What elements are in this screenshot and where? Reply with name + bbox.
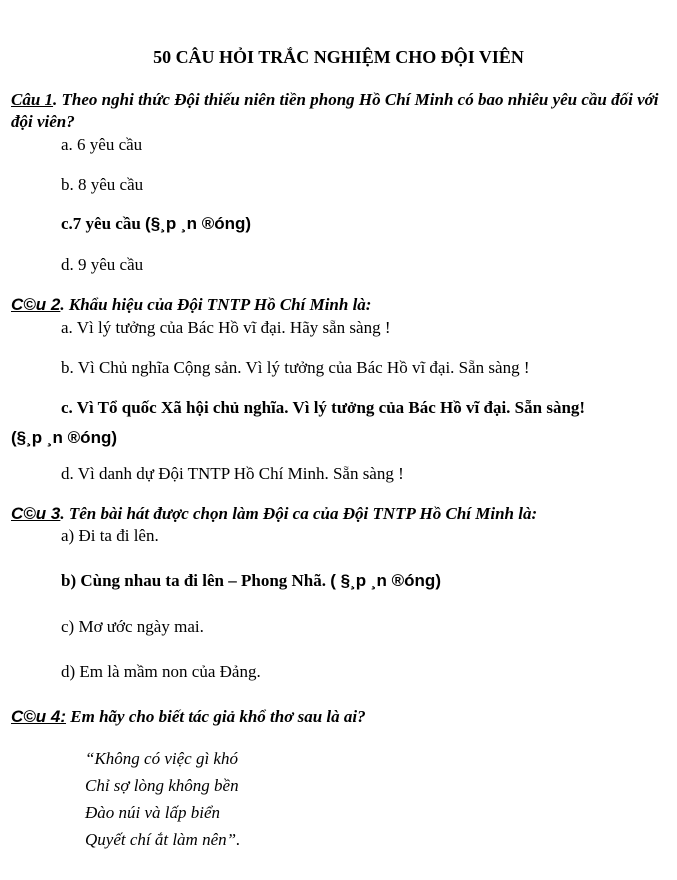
question-1-option-b: b. 8 yêu cầu — [61, 175, 144, 194]
question-4-label: C©u 4: — [11, 707, 67, 726]
question-2-option-b: b. Vì Chủ nghĩa Cộng sản. Vì lý tưởng của Bác Hồ vĩ đại. Sẵn sàng ! — [61, 358, 530, 377]
poem-line: Đào núi và lấp biển — [85, 803, 221, 822]
question-2-label: C©u 2 — [11, 295, 61, 314]
question-3-option-d: d) Em là mầm non của Đảng. — [61, 662, 261, 681]
poem-line: Chỉ sợ lòng không bền — [85, 776, 239, 795]
question-4-text: C©u 4: Em hãy cho biết tác giả khổ thơ sau là ai? — [11, 707, 366, 726]
question-1-option-d: d. 9 yêu cầu — [61, 255, 144, 274]
question-3-label: C©u 3 — [11, 504, 61, 523]
question-1-label: Câu 1 — [11, 90, 54, 109]
question-2-option-d: d. Vì danh dự Đội TNTP Hồ Chí Minh. Sẵn sàng ! — [61, 464, 404, 483]
question-2-option-c: c. Vì Tổ quốc Xã hội chủ nghĩa. Vì lý tưởng của Bác Hồ vĩ đại. Sẵn sàng! (§¸p ¸n ®óng) — [11, 393, 671, 453]
correct-answer-note: ( §¸p ¸n ®óng) — [330, 571, 441, 590]
poem-stanza — [85, 745, 240, 853]
poem-line: Quyết chí ắt làm nên”. — [85, 830, 241, 849]
question-1-option-c: c.7 yêu cầu (§¸p ¸n ®óng) — [61, 214, 252, 233]
poem-line: “Không có việc gì khó — [85, 749, 238, 768]
question-3-text: C©u 3. Tên bài hát được chọn làm Đội ca của Đội TNTP Hồ Chí Minh là: — [11, 504, 538, 523]
correct-answer-note: (§¸p ¸n ®óng) — [11, 428, 117, 447]
question-1-text: Câu 1. Theo nghi thức Đội thiếu niên tiền phong Hồ Chí Minh có bao nhiêu yêu cầu đối với đội viên? — [11, 90, 659, 131]
question-2-text: C©u 2. Khẩu hiệu của Đội TNTP Hồ Chí Minh là: — [11, 295, 372, 314]
question-3-option-c: c) Mơ ước ngày mai. — [61, 617, 204, 636]
question-1-option-a: a. 6 yêu cầu — [61, 135, 143, 154]
question-2-option-a: a. Vì lý tưởng của Bác Hồ vĩ đại. Hãy sẵn sàng ! — [61, 318, 391, 337]
question-3-option-b: b) Cùng nhau ta đi lên – Phong Nhã. ( §¸p ¸n ®óng) — [61, 571, 441, 590]
question-3-option-a: a) Đi ta đi lên. — [61, 526, 159, 545]
page-title: 50 CÂU HỎI TRẮC NGHIỆM CHO ĐỘI VIÊN — [153, 47, 524, 67]
correct-answer-note: (§¸p ¸n ®óng) — [145, 214, 252, 233]
